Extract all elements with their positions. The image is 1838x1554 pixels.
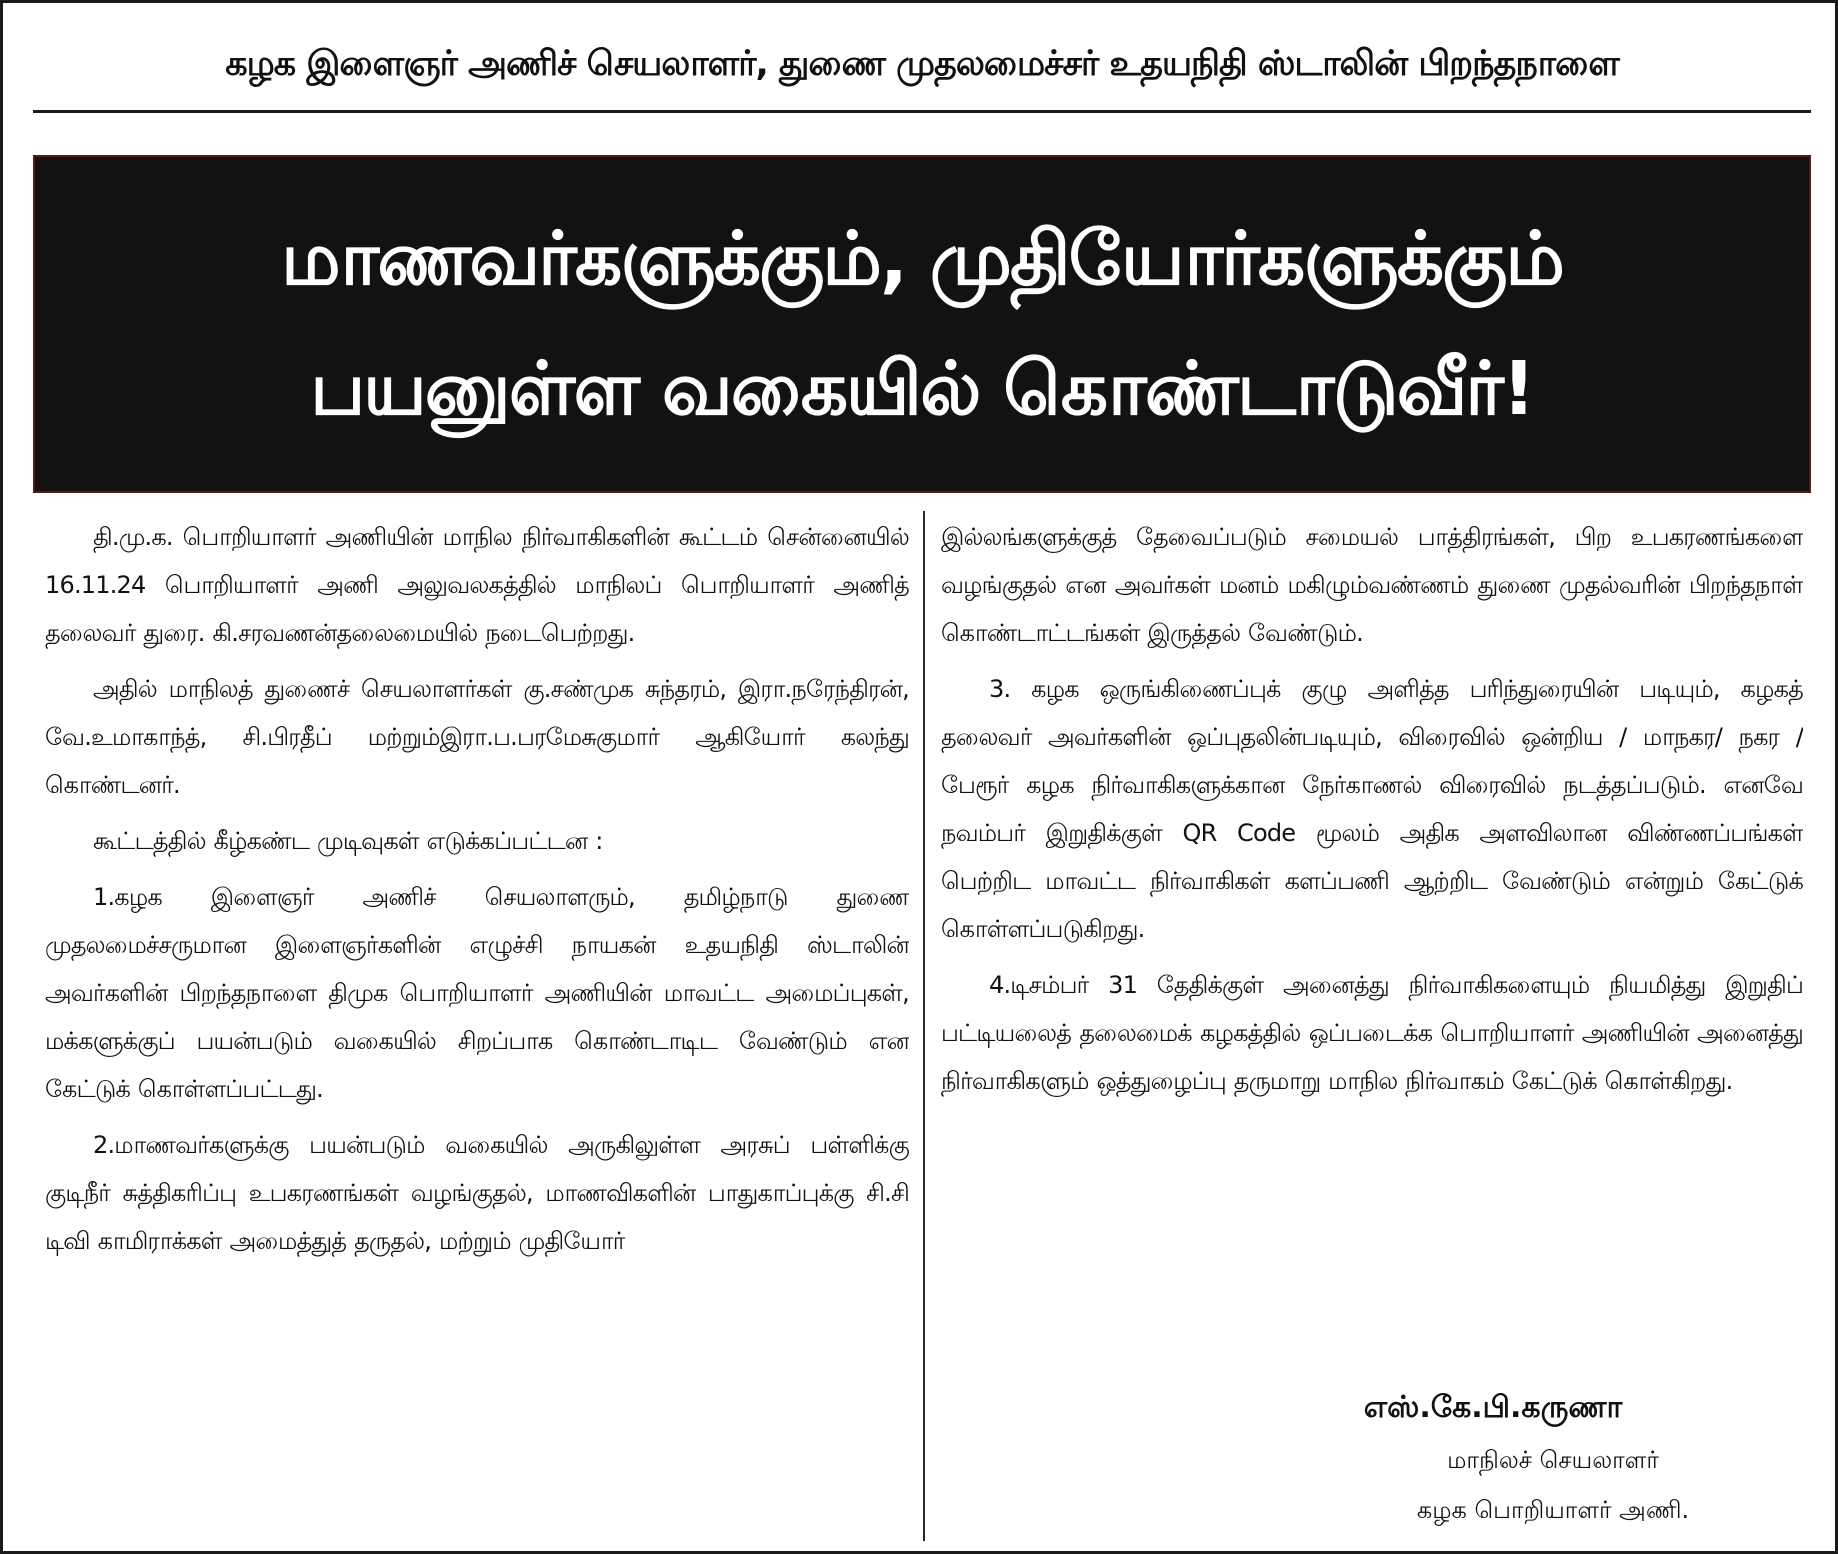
column-divider bbox=[923, 511, 925, 1541]
signatory-name: எஸ்.கே.பி.கருணா bbox=[1363, 1390, 1623, 1425]
paragraph: கூட்டத்தில் கீழ்கண்ட முடிவுகள் எடுக்கப்பட்டன : bbox=[93, 827, 603, 855]
paragraph: அதில் மாநிலத் துணைச் செயலாளர்கள் கு.சண்முக சுந்தரம், இரா.நரேந்திரன், வே.உமாகாந்த், சி.பிரதீப் மற்றும்இரா.ப.பரமேசுகுமார் ஆகியோர் கலந்து கொண்டனர். bbox=[45, 675, 909, 799]
paragraph: 3. கழக ஒருங்கிணைப்புக் குழு அளித்த பரிந்துரையின் படியும், கழகத் தலைவர் அவர்களின் ஒப்புதலின்படியும், விரைவில் ஒன்றிய / மாநகர/ நகர / பேரூர் கழக நிர்வாகிகளுக்கான நேர்காணல் விரைவில் நடத்தப்படும். எனவே நவம்பர் இறுதிக்குள் QR Code மூலம் அதிக அளவிலான விண்ணப்பங்கள் பெற்றிட மாவட்ட நிர்வாகிகள் களப்பணி ஆற்றிட வேண்டும் என்றும் கேட்டுக் கொள்ளப்படுகிறது. bbox=[941, 675, 1803, 943]
right-column bbox=[941, 513, 1803, 1113]
paragraph: 1.கழக இளைஞர் அணிச் செயலாளரும், தமிழ்நாடு துணை முதலமைச்சருமான இளைஞர்களின் எழுச்சி நாயகன் உதயநிதி ஸ்டாலின் அவர்களின் பிறந்தநாளை திமுக பொறியாளர் அணியின் மாவட்ட அமைப்புகள், மக்களுக்குப் பயன்படும் வகையில் சிறப்பாக கொண்டாடிட வேண்டும் என கேட்டுக் கொள்ளப்பட்டது. bbox=[45, 883, 909, 1103]
signatory-title: மாநிலச் செயலாளர் bbox=[1447, 1446, 1659, 1474]
headline-line-1: மாணவர்களுக்கும், முதியோர்களுக்கும் bbox=[281, 216, 1563, 302]
paragraph: இல்லங்களுக்குத் தேவைப்படும் சமையல் பாத்திரங்கள், பிற உபகரணங்களை வழங்குதல் என அவர்கள் மனம் மகிழும்வண்ணம் துணை முதல்வரின் பிறந்தநாள் கொண்டாட்டங்கள் இருத்தல் வேண்டும். bbox=[941, 523, 1803, 647]
headline-line-2: பயனுள்ள வகையில் கொண்டாடுவீர்! bbox=[310, 346, 1534, 432]
signature-block bbox=[1303, 1381, 1803, 1535]
left-column bbox=[45, 513, 909, 1273]
signatory-org: கழக பொறியாளர் அணி. bbox=[1416, 1496, 1690, 1524]
kicker-line: கழக இளைஞர் அணிச் செயலாளர், துணை முதலமைச்சர் உதயநிதி ஸ்டாலின் பிறந்தநாளை bbox=[33, 21, 1811, 113]
headline-box bbox=[33, 155, 1811, 493]
paragraph: 4.டிசம்பர் 31 தேதிக்குள் அனைத்து நிர்வாகிகளையும் நியமித்து இறுதிப் பட்டியலைத் தலைமைக் கழகத்தில் ஒப்படைக்க பொறியாளர் அணியின் அனைத்து நிர்வாகிகளும் ஒத்துழைப்பு தருமாறு மாநில நிர்வாகம் கேட்டுக் கொள்கிறது. bbox=[941, 971, 1803, 1095]
paragraph: தி.மு.க. பொறியாளர் அணியின் மாநில நிர்வாகிகளின் கூட்டம் சென்னையில் 16.11.24 பொறியாளர் அணி அலுவலகத்தில் மாநிலப் பொறியாளர் அணித் தலைவர் துரை. கி.சரவணன்தலைமையில் நடைபெற்றது. bbox=[45, 523, 909, 647]
paragraph: 2.மாணவர்களுக்கு பயன்படும் வகையில் அருகிலுள்ள அரசுப் பள்ளிக்கு குடிநீர் சுத்திகரிப்பு உபகரணங்கள் வழங்குதல், மாணவிகளின் பாதுகாப்புக்கு சி.சி டிவி காமிராக்கள் அமைத்துத் தருதல், மற்றும் முதியோர் bbox=[45, 1131, 909, 1255]
